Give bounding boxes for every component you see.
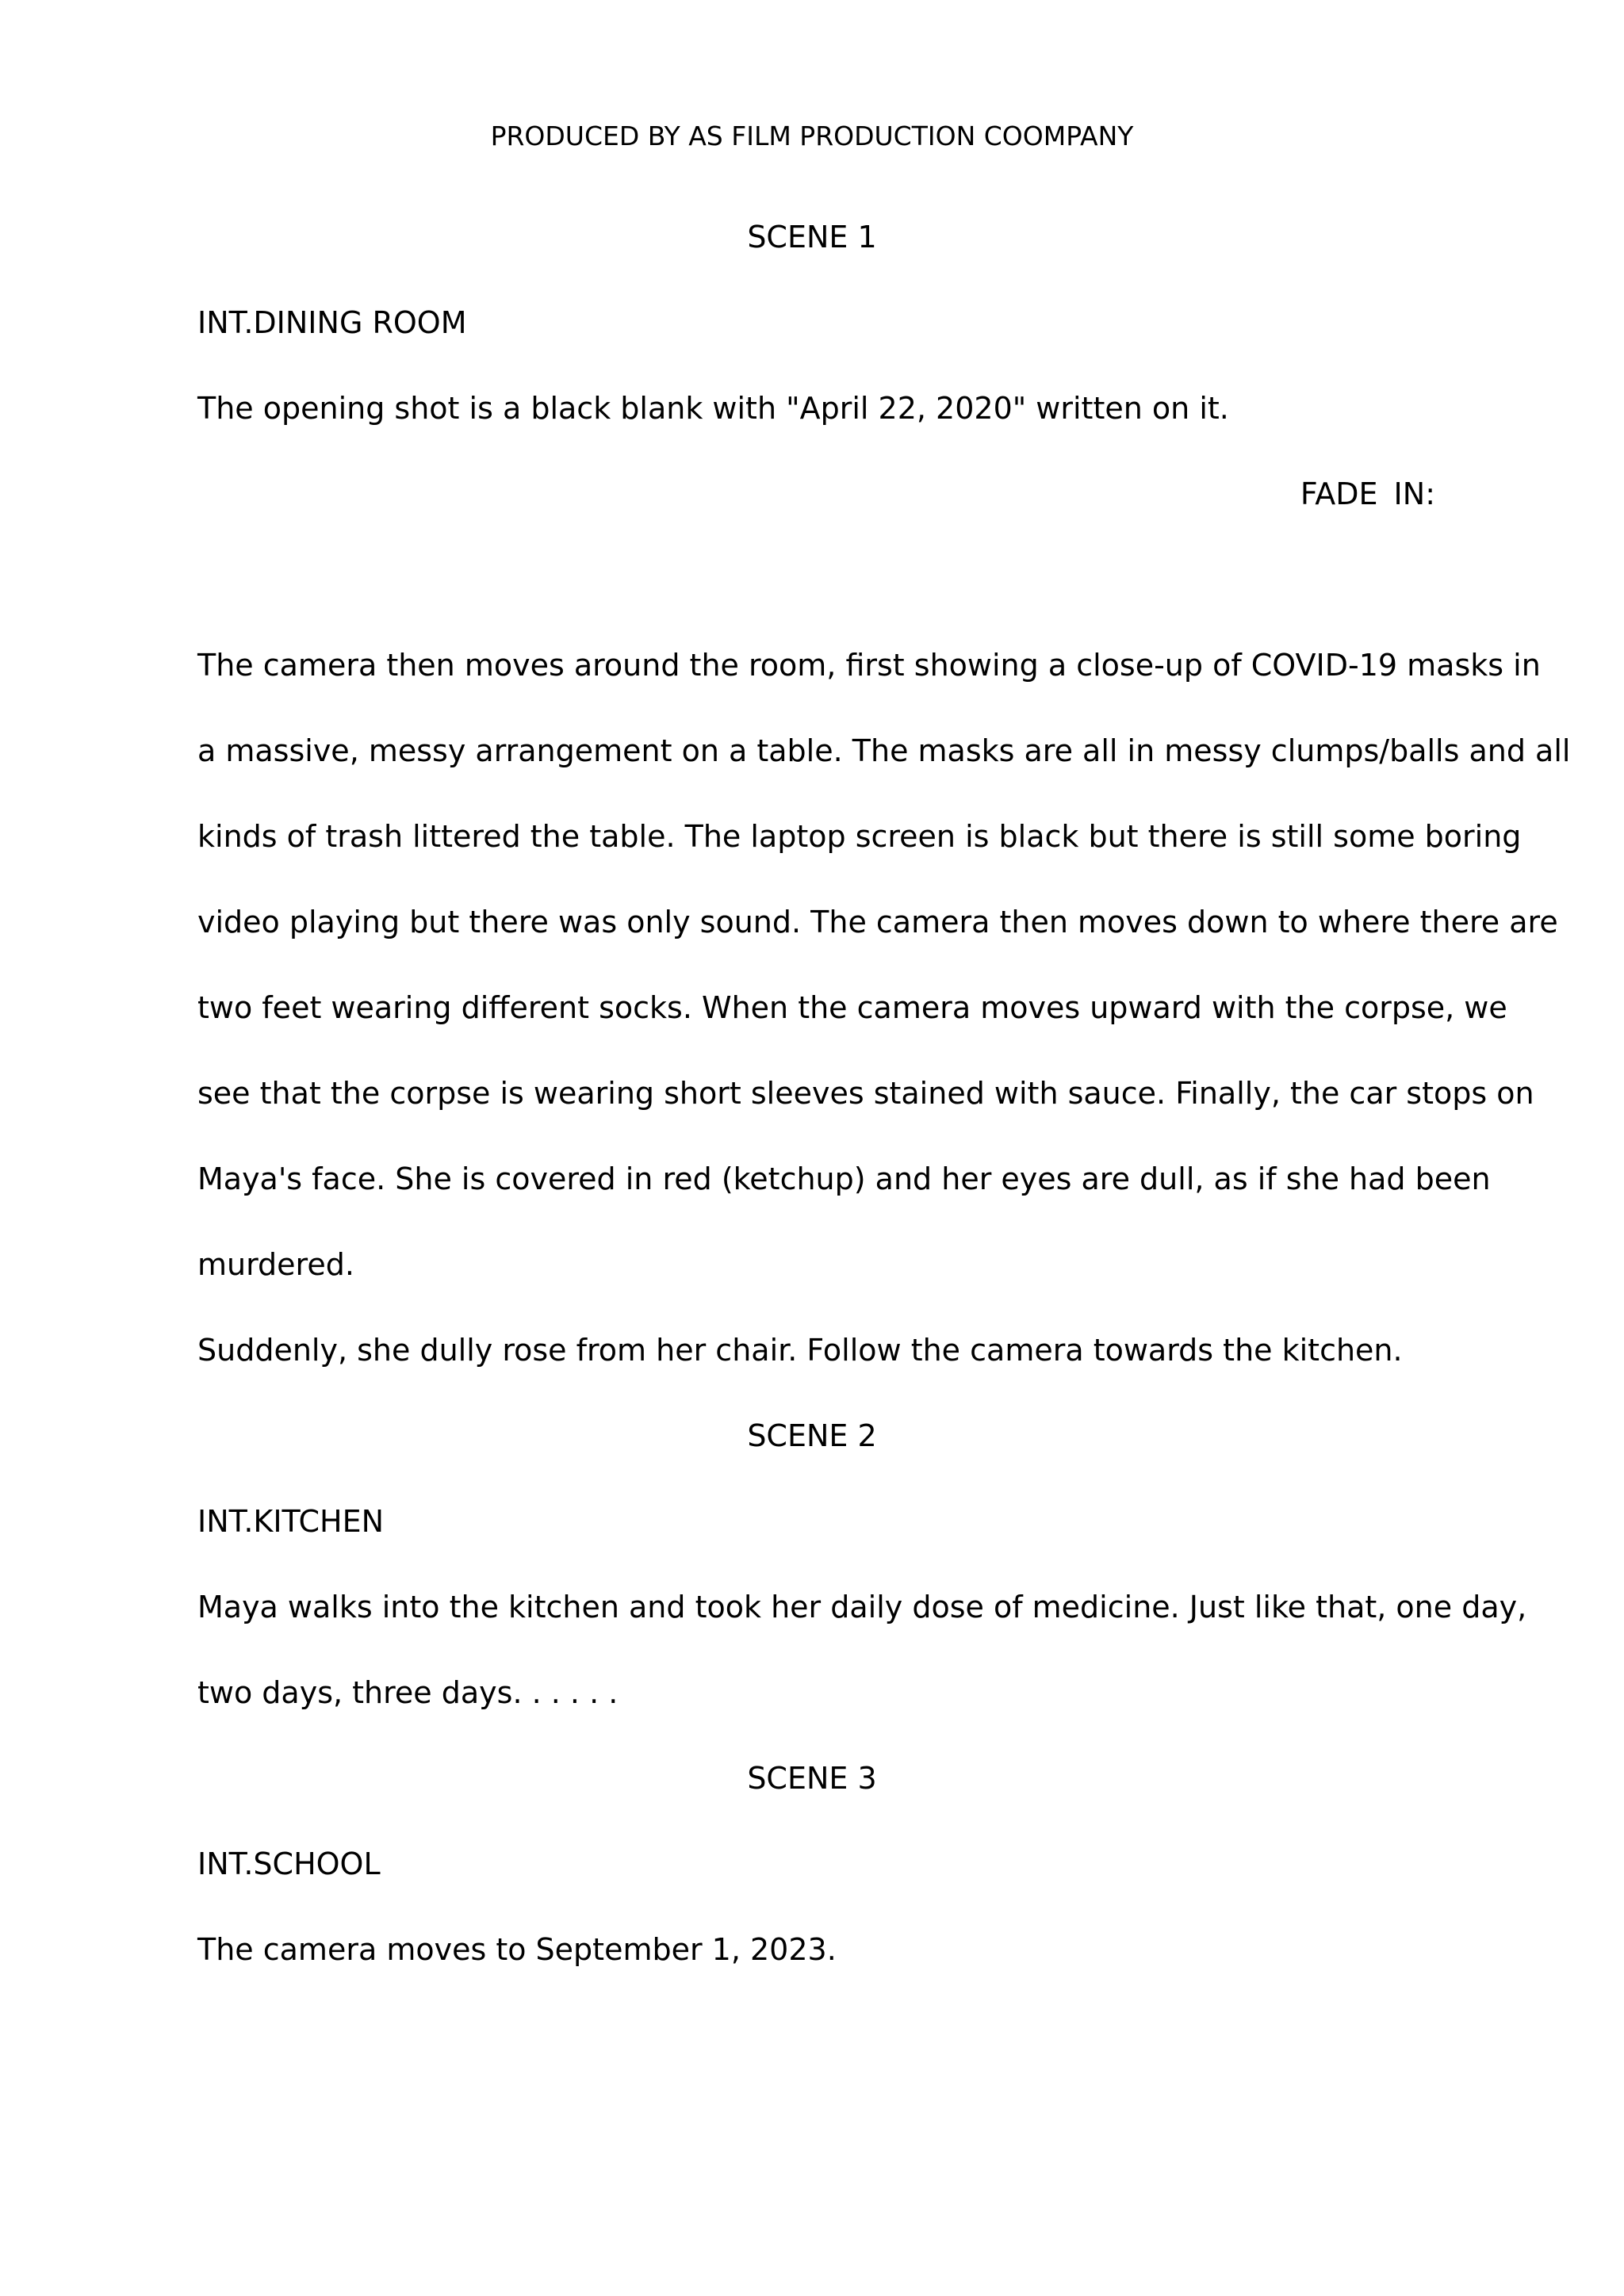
scene-2-location: INT.KITCHEN	[197, 1504, 385, 1539]
scene-2-heading: SCENE 2	[747, 1418, 877, 1453]
scene-1-paragraph-line: two feet wearing different socks. When the camera moves upward with the corpse, we	[197, 990, 1507, 1025]
scene-1-paragraph-line: Maya's face. She is covered in red (ketchup) and her eyes are dull, as if she had been	[197, 1161, 1491, 1196]
scene-1-location: INT.DINING ROOM	[197, 305, 467, 340]
scene-1-opening-line: The opening shot is a black blank with "April 22, 2020" written on it.	[197, 391, 1229, 426]
scene-1-paragraph-line: see that the corpse is wearing short sleeves stained with sauce. Finally, the car stops on	[197, 1076, 1534, 1111]
scene-1-paragraph-line: video playing but there was only sound. The camera then moves down to where there are	[197, 905, 1558, 939]
transition-fade-in: FADE IN:	[1300, 476, 1435, 511]
scene-1-heading: SCENE 1	[747, 220, 877, 254]
scene-3-paragraph-line: The camera moves to September 1, 2023.	[197, 1932, 837, 1967]
scene-1-paragraph-line: The camera then moves around the room, first showing a close-up of COVID-19 masks in	[197, 648, 1541, 683]
scene-3-heading: SCENE 3	[747, 1761, 877, 1796]
scene-2-paragraph-line: two days, three days. . . . . .	[197, 1675, 619, 1710]
scene-2-paragraph-line: Maya walks into the kitchen and took her daily dose of medicine. Just like that, one day,	[197, 1590, 1527, 1624]
scene-1-paragraph-line: kinds of trash littered the table. The laptop screen is black but there is still some boring	[197, 819, 1522, 854]
production-credit: PRODUCED BY AS FILM PRODUCTION COOMPANY	[490, 121, 1134, 151]
scene-1-paragraph-line: a massive, messy arrangement on a table. The masks are all in messy clumps/balls and all	[197, 733, 1571, 768]
scene-1-paragraph-line: murdered.	[197, 1247, 354, 1282]
scene-1-closing-line: Suddenly, she dully rose from her chair. Follow the camera towards the kitchen.	[197, 1333, 1403, 1368]
scene-3-location: INT.SCHOOL	[197, 1846, 381, 1881]
